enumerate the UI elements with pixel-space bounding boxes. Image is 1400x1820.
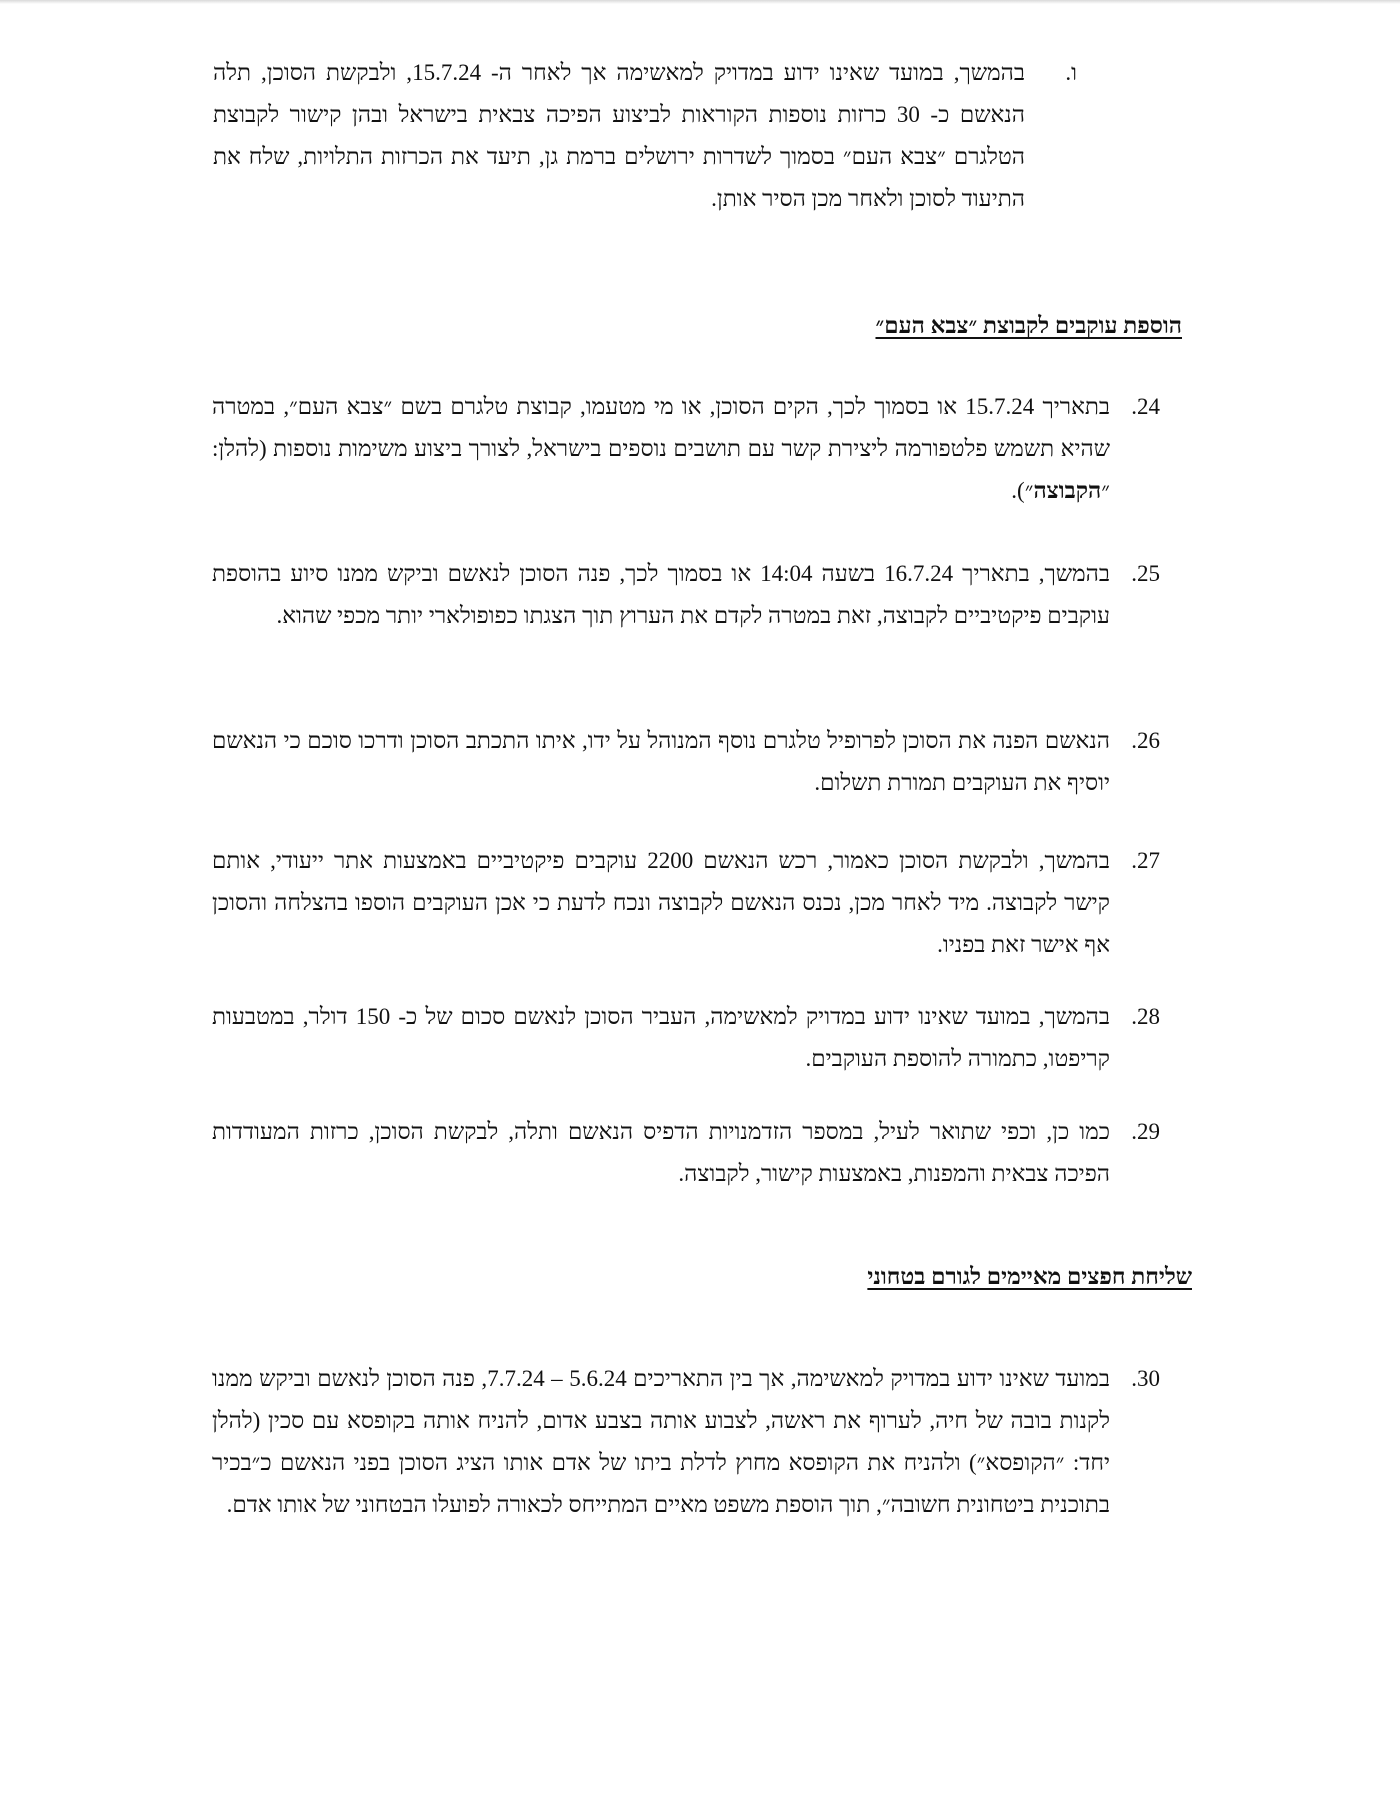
paragraph-text-part: בתאריך 15.7.24 או בסמוך לכך, הקים הסוכן, או מי מטעמו, קבוצת טלגרם בשם ״צבא העם״, במטרה שהיא תשמש פלטפורמה ליצירת קשר עם תושבים נוספים בישראל, לצורך ביצוע משימות נוספות (להלן: ״	[212, 394, 1110, 503]
paragraph-30	[212, 1358, 1160, 1526]
paragraph-text: בהמשך, במועד שאינו ידוע במדויק למאשימה, העביר הסוכן לנאשם סכום של כ- 150 דולר, במטבעות קריפטו, כתמורה להוספת העוקבים.	[212, 1004, 1110, 1071]
paragraph-text: הנאשם הפנה את הסוכן לפרופיל טלגרם נוסף המנוהל על ידו, איתו התכתב הסוכן ודרכו סוכם כי הנאשם יוסיף את העוקבים תמורת תשלום.	[212, 728, 1110, 795]
paragraph-text: במועד שאינו ידוע במדויק למאשימה, אך בין התאריכים 5.6.24 – 7.7.24, פנה הסוכן לנאשם וביקש ממנו לקנות בובה של חיה, לערוף את ראשה, לצבוע אותה בצבע אדום, להניח אותה בקופסא עם סכין (להלן יחד: ״הקופסא״) ולהניח את הקופסא מחוץ לדלת ביתו של אדם אותו הציג הסוכן בפני הנאשם כ״בכיר בתוכנית ביטחונית חשובה״, תוך הוספת משפט מאיים המתייחס לכאורה לפועלו הבטחוני של אותו אדם.	[212, 1366, 1111, 1517]
paragraph-text: כמו כן, וכפי שתואר לעיל, במספר הזדמנויות הדפיס הנאשם ותלה, לבקשת הסוכן, כרזות המעודדות הפיכה צבאית והמפנות, באמצעות קישור, לקבוצה.	[212, 1119, 1110, 1186]
paragraph-number: 29.	[1131, 1119, 1160, 1144]
paragraph-number: 25.	[1131, 561, 1160, 586]
paragraph-25	[212, 553, 1160, 637]
paragraph-number: 28.	[1131, 1004, 1160, 1029]
paragraph-27	[212, 840, 1160, 966]
paragraph-number: ו.	[1065, 60, 1077, 85]
paragraph-28	[212, 996, 1160, 1080]
defined-term: הקבוצה	[1033, 478, 1102, 503]
paragraph-24	[212, 386, 1160, 512]
paragraph-26	[212, 720, 1160, 804]
paragraph-text	[212, 394, 1110, 503]
paragraph-text: בהמשך, ולבקשת הסוכן כאמור, רכש הנאשם 2200 עוקבים פיקטיביים באמצעות אתר ייעודי, אותם קישר לקבוצה. מיד לאחר מכן, נכנס הנאשם לקבוצה ונכח לדעת כי אכן העוקבים הוספו בהצלחה והסוכן אף אישר זאת בפניו.	[212, 848, 1110, 957]
paragraph-vav	[213, 52, 1077, 220]
paragraph-text: בהמשך, בתאריך 16.7.24 בשעה 14:04 או בסמוך לכך, פנה הסוכן לנאשם וביקש ממנו סיוע בהוספת עוקבים פיקטיביים לקבוצה, זאת במטרה לקדם את הערוץ תוך הצגתו כפופולארי יותר מכפי שהוא.	[212, 561, 1110, 628]
section-heading-threatening-items: שליחת חפצים מאיימים לגורם בטחוני	[867, 1264, 1192, 1289]
paragraph-text: בהמשך, במועד שאינו ידוע במדויק למאשימה אך לאחר ה- 15.7.24, ולבקשת הסוכן, תלה הנאשם כ- 30 כרזות נוספות הקוראות לביצוע הפיכה צבאית בישראל ובהן קישור לקבוצת הטלגרם ״צבא העם״ בסמוך לשדרות ירושלים ברמת גן, תיעד את הכרזות התלויות, שלח את התיעוד לסוכן ולאחר מכן הסיר אותן.	[213, 60, 1025, 211]
paragraph-29	[212, 1111, 1160, 1195]
paragraph-number: 27.	[1131, 848, 1160, 873]
section-heading-add-followers: הוספת עוקבים לקבוצת ״צבא העם״	[875, 313, 1182, 338]
paragraph-number: 30.	[1131, 1366, 1160, 1391]
paragraph-number: 24.	[1131, 394, 1160, 419]
paragraph-text-part: ״).	[1011, 478, 1034, 503]
paragraph-number: 26.	[1131, 728, 1160, 753]
